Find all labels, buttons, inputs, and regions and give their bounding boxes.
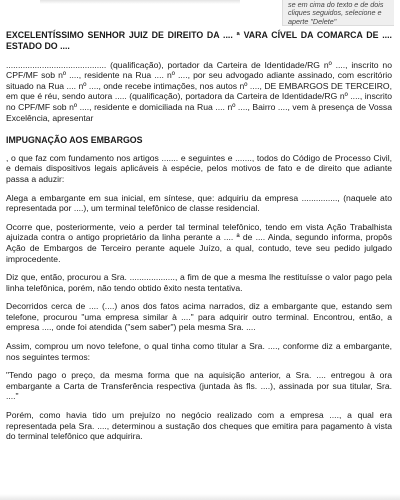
- intro-paragraph: .......................................... (qualificação), portador da Carteira de Identidade/RG nº ...., inscrito no CPF/MF sob nº ...., residente na Rua .... nº ...., por seu advogado adiante assinado, com escritório situado na Rua .... nº ...., onde recebe intimações, nos autos nº ...., DE EMBARGOS DE TERCEIRO, em que é réu, sendo autora ..... (qualificação), portadora da Carteira de Identidade/RG nº ...., inscrito no CPF/MF sob nº ...., residente e domiciliada na Rua .... nº ...., Bairro ...., vem à presença de Vossa Excelência, apresentar: [6, 59, 392, 123]
- paragraph-8: Porém, como havia tido um prejuízo no negócio realizado com a empresa ...., a qual era representada pela Sra. ...., determinou a sustação dos cheques que emitira para pagamento à vista do terminal telefônico que adquirira.: [6, 410, 392, 442]
- top-strip: [0, 0, 400, 30]
- bottom-edge: [0, 494, 400, 500]
- paragraph-7: "Tendo pago o preço, da mesma forma que na aquisição anterior, a Sra. .... entregou à ora embargante a Carta de Transferência respectiva (juntada às fls. ....), assinada por sua titular, Sra. ....": [6, 370, 392, 402]
- section-title: IMPUGNAÇÃO AOS EMBARGOS: [6, 135, 143, 146]
- hint-text: se em cima do texto e de dois cliques seguidos, selecione e aperte "Delete": [288, 0, 384, 26]
- paragraph-2: Alega a embargante em sua inicial, em síntese, que: adquiriu da empresa ..............., (naquele ato representada por ....), um terminal telefônico de classe residencial.: [6, 192, 392, 214]
- paragraph-6: Assim, comprou um novo telefone, o qual tinha como titular a Sra. ...., conforme diz a embargante, nos seguintes termos:: [6, 341, 392, 362]
- paragraph-3: Ocorre que, posteriormente, veio a perder tal terminal telefônico, tendo em vista Ação Trabalhista ajuizada contra o antigo proprietário da linha perante a .... ª de .... Ainda, segundo informa, propôs Ação de Embargos de Terceiro perante aquele Juízo, a qual, contudo, teve seu pedido julgado improcedente.: [6, 221, 392, 264]
- paragraph-4: Diz que, então, procurou a Sra. ..................., a fim de que a mesma lhe restituísse o valor pago pela linha telefônica, porém, não tendo obtido êxito nesta tentativa.: [6, 272, 392, 293]
- paragraph-5: Decorridos cerca de .... (....) anos dos fatos acima narrados, diz a embargante que, estando sem telefone, procurou "uma empresa similar à ...." para adquirir outro terminal. Encontrou, então, a empresa ...., onde foi atendida ("sem saber") pela mesma Sra. ....: [6, 301, 392, 333]
- document-body: [6, 30, 392, 450]
- instruction-hint: [282, 0, 394, 26]
- document-heading: EXCELENTÍSSIMO SENHOR JUIZ DE DIREITO DA .... ª VARA CÍVEL DA COMARCA DE .... ESTADO DO ....: [6, 30, 392, 51]
- top-cut-decoration: [40, 0, 240, 4]
- paragraph-1: , o que faz com fundamento nos artigos ....... e seguintes e ......., todos do Código de Processo Civil, e demais dispositivos legais aplicáveis à espécie, pelos motivos de fato e de direito que adiante passa a aduzir:: [6, 152, 392, 184]
